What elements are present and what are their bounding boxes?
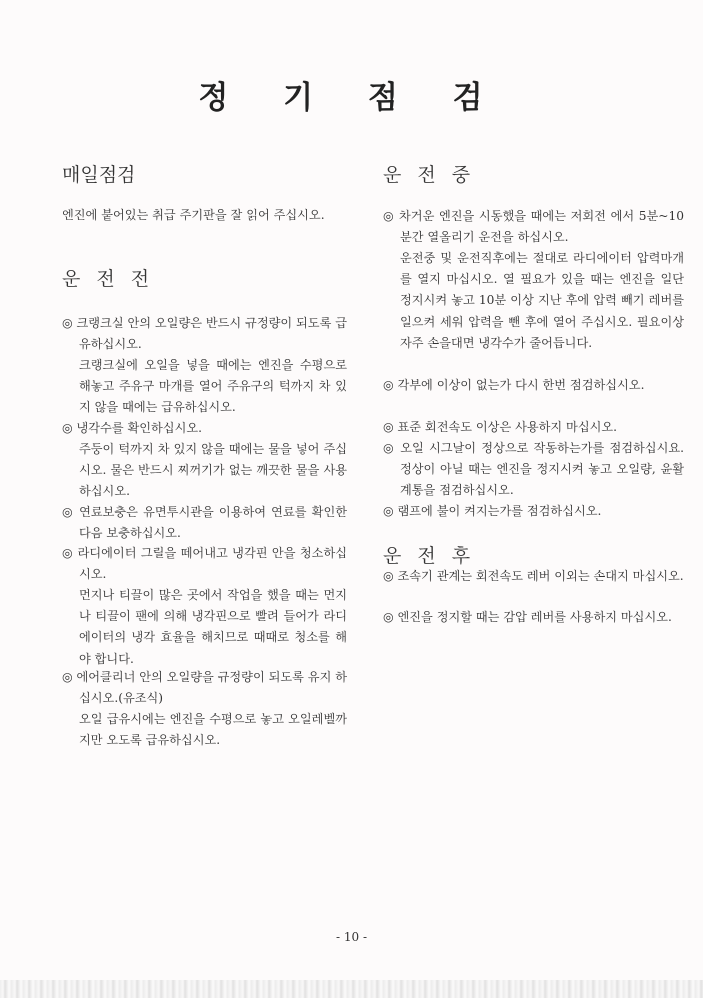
daily-check-heading: 매일점검	[62, 164, 136, 186]
list-item: 먼지나 티끌이 많은 곳에서 작업을 했을 때는 먼지나 티끌이 팬에 의해 냉각핀으로 빨려 들어가 라디에이터의 냉각 효율을 해치므로 때때로 청소를 해야 합니다.	[79, 588, 347, 666]
page-title: 정 기 점 검	[198, 80, 505, 116]
list-item: ◎ 라디에이터 그릴을 떼어내고 냉각핀 안을 청소하십시오.	[62, 546, 347, 582]
list-item: ◎ 냉각수를 확인하십시오.	[62, 421, 202, 435]
after-operation-heading: 운 전 후	[383, 545, 476, 567]
list-item: 크랭크실에 오일을 넣을 때에는 엔진을 수평으로 해놓고 주유구 마개를 열어 주유구의 턱까지 차 있지 않을 때에는 급유하십시오.	[79, 358, 347, 415]
list-item: 운전중 및 운전직후에는 절대로 라디에이터 압력마개를 열지 마십시오. 열 필요가 있을 때는 엔진을 일단 정지시켜 놓고 10분 이상 지난 후에 압력 빼기 레버를 일으켜 세워 압력을 뺀 후에 열어 주십시오. 필요이상 자주 손을대면 냉각수가 줄어듭니다.	[400, 251, 684, 350]
scan-edge	[0, 980, 703, 998]
before-operation-heading: 운 전 전	[62, 268, 155, 290]
list-item: ◎ 램프에 불이 켜지는가를 점검하십시오.	[383, 504, 602, 518]
daily-check-text: 엔진에 붙어있는 취급 주기판을 잘 읽어 주십시오.	[62, 208, 325, 222]
list-item: ◎ 에어클리너 안의 오일량을 규정량이 되도록 유지 하십시오.(유조식)	[62, 670, 347, 706]
list-item: ◎ 크랭크실 안의 오일량은 반드시 규정량이 되도록 급유하십시오.	[62, 316, 347, 352]
list-item: ◎ 각부에 이상이 없는가 다시 한번 점검하십시오.	[383, 378, 645, 392]
during-operation-heading: 운 전 중	[383, 164, 476, 186]
list-item: ◎ 조속기 관계는 회전속도 레버 이외는 손대지 마십시오.	[383, 569, 684, 583]
list-item: ◎ 연료보충은 유면투시관을 이용하여 연료를 확인한 다음 보충하십시오.	[62, 505, 347, 541]
list-item: ◎ 표준 회전속도 이상은 사용하지 마십시오.	[383, 420, 618, 434]
list-item: 오일 급유시에는 엔진을 수평으로 놓고 오일레벨까지만 오도록 급유하십시오.	[79, 712, 347, 748]
list-item: ◎ 엔진을 정지할 때는 감압 레버를 사용하지 마십시오.	[383, 610, 672, 624]
list-item: ◎ 차거운 엔진을 시동했을 때에는 저회전 에서 5분~10분간 열올리기 운전을 하십시오.	[383, 209, 684, 245]
list-item: 주둥이 턱까지 차 있지 않을 때에는 물을 넣어 주십시오. 물은 반드시 찌꺼기가 없는 깨끗한 물을 사용하십시오.	[79, 442, 347, 499]
list-item: ◎ 오일 시그날이 정상으로 작동하는가를 점검하십시요. 정상이 아닐 때는 엔진을 정지시켜 놓고 오일량, 윤활계통을 점검하십시오.	[383, 441, 684, 498]
page-number: - 10 -	[335, 930, 367, 944]
